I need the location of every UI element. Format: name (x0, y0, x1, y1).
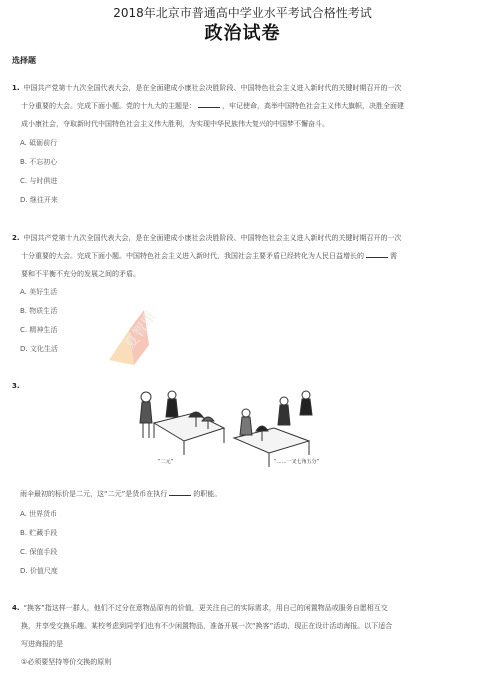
question-text: 写进海报的是 (21, 640, 63, 648)
option-a[interactable]: A. 美好生活 (20, 288, 58, 296)
watermark-text: 夏智康 (122, 308, 160, 353)
question-text: 的职能。 (193, 490, 222, 498)
answer-blank (366, 251, 388, 258)
watermark-logo (104, 290, 174, 380)
option-b[interactable]: B. 物质生活 (20, 307, 58, 315)
question-2 (12, 229, 474, 283)
option-b[interactable]: B. 不忘初心 (20, 158, 58, 166)
option-a[interactable]: A. 砥砺前行 (20, 139, 58, 147)
question-text: 换，并享受交换乐趣。某校考虑到同学们也有不少闲置物品，准备开展一次“换客”活动，现正在设计活动海报。以下适合 (21, 622, 393, 630)
question-text: 需 (390, 252, 397, 260)
question-1 (12, 79, 474, 133)
option-b[interactable]: B. 贮藏手段 (20, 529, 58, 537)
question-text: 要和不平衡不充分的发展之间的矛盾。 (21, 270, 140, 278)
question-number: 2. (12, 234, 20, 242)
caption-left: “二元” (158, 459, 174, 465)
option-a[interactable]: A. 世界货币 (20, 510, 58, 518)
option-c[interactable]: C. 精神生活 (20, 326, 58, 334)
caption-right: “……一叉七角五分” (274, 459, 320, 465)
question-text: ，牢记使命，高举中国特色社会主义伟大旗帜，决胜全面建 (222, 102, 404, 110)
question-text: 中国共产党第十九次全国代表大会，是在全面建成小康社会决胜阶段、中国特色社会主义进入新时代的关键时期召开的一次 (23, 234, 402, 242)
question-text: 十分重要的大会。完成下面小题。中国特色社会主义进入新时代，我国社会主要矛盾已经转化为人民日益增长的 (21, 252, 364, 260)
option-c[interactable]: C. 与时俱进 (20, 177, 58, 185)
section-label: 选择题 (12, 56, 36, 65)
statement-1: ①必须要坚持等价交换的原则 (21, 658, 112, 666)
question-text: 雨伞最初的标价是二元，这“二元”是货币在执行 (20, 490, 168, 498)
option-d[interactable]: D. 文化生活 (20, 345, 58, 353)
question-number: 3. (12, 382, 20, 390)
option-d[interactable]: D. 继往开来 (20, 196, 58, 204)
question-text: 十分重要的大会。完成下面小题。党的十九大的主题是： (21, 102, 196, 110)
question-number: 1. (12, 84, 20, 92)
question-text: “换客”指这样一群人，他们不过分在意物品原有的价值，更关注自己的实际需求，用自己的闲置物品或服务自愿相互交 (23, 604, 388, 612)
question-text: 中国共产党第十九次全国代表大会，是在全面建成小康社会决胜阶段、中国特色社会主义进入新时代的关键时期召开的一次 (23, 84, 402, 92)
question-4 (12, 599, 474, 671)
question-text: 成小康社会，夺取新时代中国特色社会主义伟大胜利，为实现中华民族伟大复兴的中国梦不懈奋斗。 (21, 120, 329, 128)
question-3-stem (20, 485, 482, 503)
option-d[interactable]: D. 价值尺度 (20, 567, 58, 575)
umbrella-cartoon-illustration (134, 383, 320, 468)
answer-blank (198, 101, 220, 108)
answer-blank (169, 489, 191, 496)
subject-title: 政治试卷 (204, 23, 281, 44)
option-c[interactable]: C. 保值手段 (20, 548, 58, 556)
question-number: 4. (12, 604, 20, 612)
exam-title: 2018年北京市普通高中学业水平考试合格性考试 (113, 6, 372, 20)
